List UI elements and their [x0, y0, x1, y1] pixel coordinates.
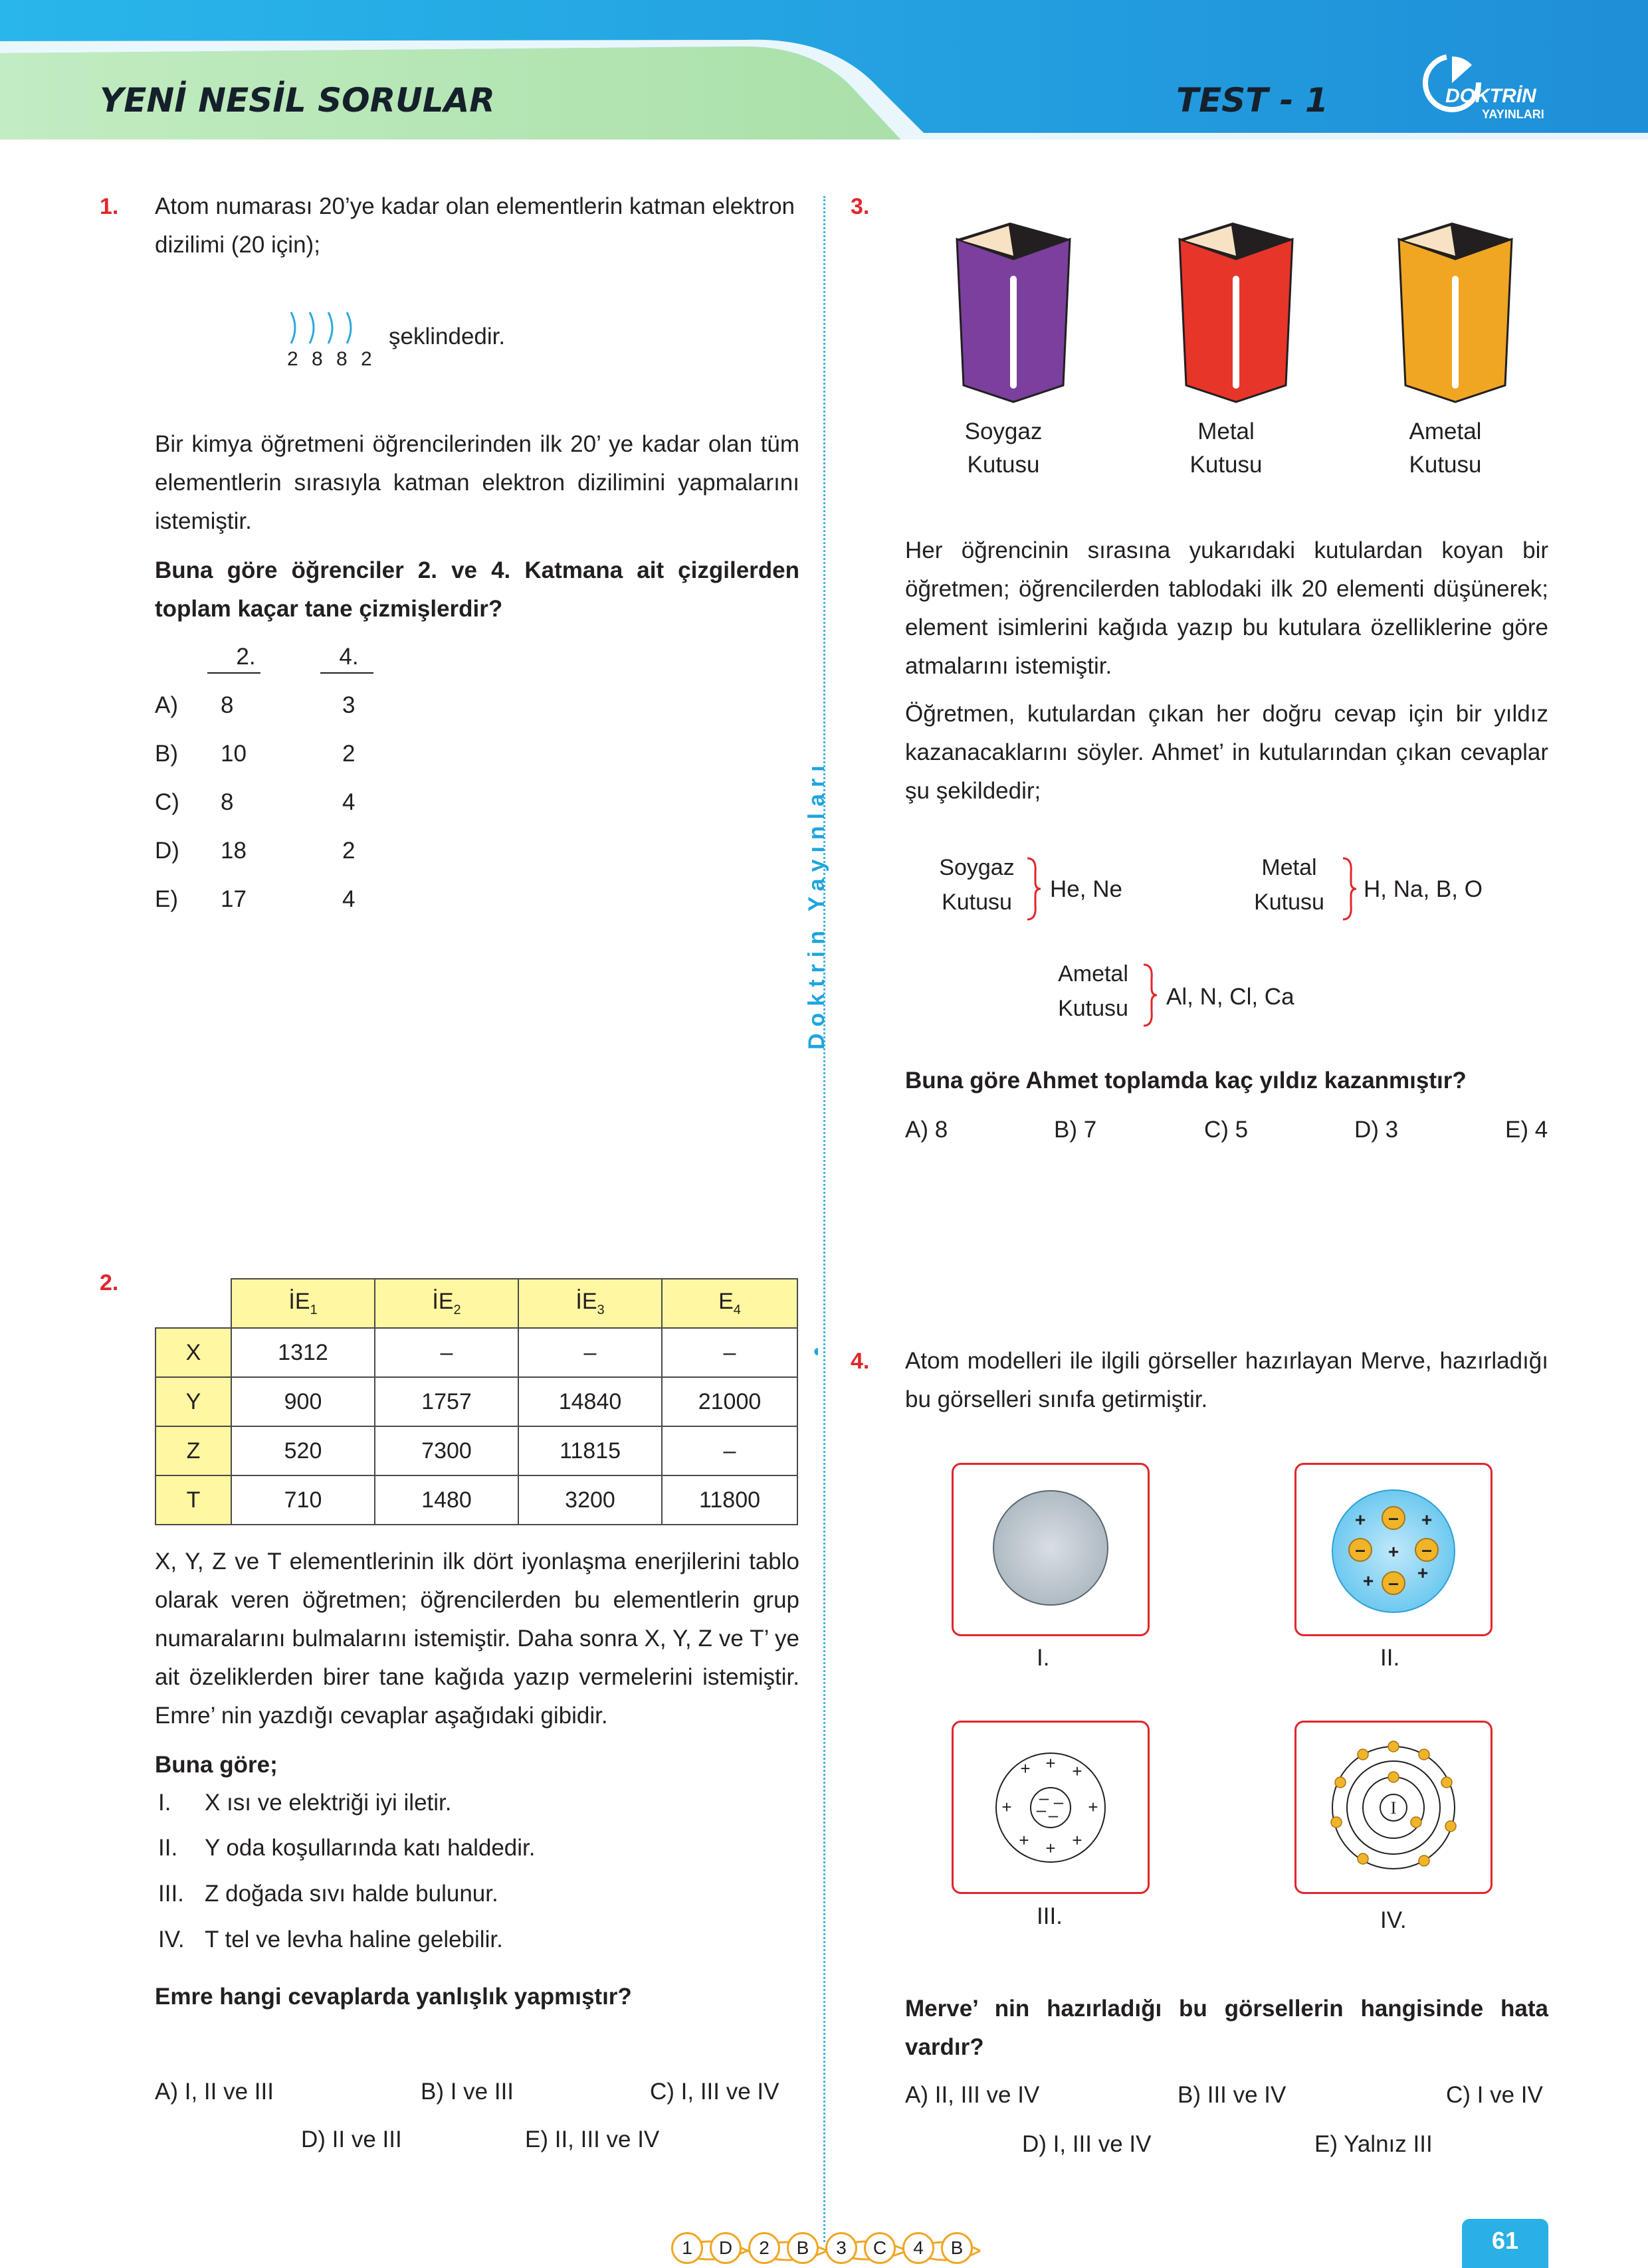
q2-number: 2. — [100, 1270, 119, 1295]
table-cell: 11815 — [518, 1426, 662, 1475]
svg-text:+: + — [1088, 1797, 1098, 1817]
table-cell: – — [662, 1426, 797, 1475]
q2-statement-4: IV. T tel ve levha haline gelebilir. — [158, 1927, 503, 1952]
answer-key-answer: B — [787, 2232, 819, 2264]
answer-key-number: 1 — [671, 2232, 703, 2264]
test-label: TEST - 1 — [1176, 81, 1328, 120]
q3-answer-items-3: Al, N, Cl, Ca — [1166, 984, 1294, 1010]
q3-answer-label-2: Metal Kutusu — [1254, 855, 1324, 915]
svg-text:+: + — [1417, 1562, 1429, 1583]
svg-text:+: + — [1045, 1753, 1056, 1773]
q3-answer-items-1: He, Ne — [1050, 876, 1122, 902]
q3-option-c[interactable]: C) 5 — [1204, 1117, 1249, 1143]
table-header-ie1: $İE_1$ — [231, 1279, 375, 1328]
brace-icon — [1023, 856, 1043, 922]
table-cell: 1757 — [375, 1377, 518, 1426]
brand-sub: YAYINLARI — [1482, 108, 1544, 121]
answer-key-answer: C — [864, 2232, 896, 2264]
svg-text:–: – — [1048, 1805, 1059, 1825]
q3-answer-label-3: Ametal Kutusu — [1058, 961, 1128, 1021]
brand-name: DOKTRİN — [1445, 85, 1536, 107]
q2-option-b[interactable]: B) I ve III — [421, 2079, 514, 2105]
q1-option-c-val2: 4 — [342, 789, 356, 815]
q3-box-label-3: Ametal Kutusu — [1409, 419, 1482, 478]
svg-text:+: + — [1045, 1838, 1056, 1858]
table-cell: 11800 — [662, 1475, 797, 1525]
q2-lead: Buna göre; — [155, 1752, 278, 1778]
q3-answer-items-2: H, Na, B, O — [1364, 876, 1483, 902]
q1-config-numbers: 2 8 8 2 — [287, 348, 376, 370]
answer-key-number: 4 — [902, 2232, 934, 2264]
q1-intro: Atom numarası 20’ye kadar olan elementlerin katman elektron dizilimi (20 için); — [155, 193, 795, 258]
table-row — [155, 1377, 797, 1426]
table-header-ie3: $İE_3$ — [518, 1279, 662, 1328]
q4-option-a[interactable]: A) II, III ve IV — [905, 2082, 1040, 2108]
table-row — [155, 1475, 797, 1525]
q2-statement-2: II. Y oda koşullarında katı haldedir. — [158, 1835, 536, 1861]
svg-text:+: + — [1020, 1758, 1031, 1778]
table-header-ie2: $İE_2$ — [375, 1279, 518, 1328]
table-row — [155, 1426, 797, 1475]
q1-option-a-label[interactable]: A) — [155, 692, 178, 718]
q1-option-a-val2: 3 — [342, 692, 356, 718]
table-cell: 14840 — [518, 1377, 662, 1426]
plum-pudding-model-icon — [1296, 1465, 1491, 1634]
q2-option-c[interactable]: C) I, III ve IV — [650, 2079, 779, 2105]
q4-option-c[interactable]: C) I ve IV — [1446, 2082, 1543, 2108]
model-frame-4 — [1294, 1721, 1493, 1894]
svg-text:–: – — [1053, 1792, 1064, 1812]
nuclear-model-wrong-icon — [954, 1723, 1148, 1892]
model-label-3: III. — [1037, 1903, 1063, 1929]
q4-option-b[interactable]: B) III ve IV — [1178, 2082, 1287, 2108]
table-cell: 3200 — [518, 1475, 662, 1525]
svg-text:–: – — [1036, 1800, 1047, 1820]
column-divider — [823, 196, 825, 2242]
q1-question: Buna göre öğrenciler 2. ve 4. Katmana ait çizgilerden toplam kaçar tane çizmişlerdir? — [155, 557, 799, 622]
row-label: X — [155, 1328, 231, 1377]
q4-question: Merve’ nin hazırladığı bu görsellerin hangisinde hata vardır? — [905, 1996, 1548, 2060]
brand-mark-icon: ◐ — [813, 1341, 823, 1361]
svg-text:–: – — [1388, 1572, 1399, 1593]
answer-key — [671, 2232, 977, 2265]
table-cell: – — [375, 1328, 518, 1377]
table-header-e4: $E_4$ — [662, 1279, 797, 1328]
header-banner — [0, 0, 1648, 149]
svg-text:+: + — [1072, 1830, 1082, 1850]
q1-col-underline-1 — [207, 672, 260, 674]
q3-answer-label-1: Soygaz Kutusu — [939, 855, 1015, 915]
solid-sphere-model-icon — [954, 1465, 1148, 1634]
q3-box-label-2: Metal Kutusu — [1189, 419, 1263, 478]
svg-text:–: – — [1039, 1788, 1049, 1808]
table-cell: – — [662, 1328, 797, 1377]
q4-body: Atom modelleri ile ilgili görseller hazırlayan Merve, hazırladığı bu görselleri sınıfa getirmiştir. — [905, 1348, 1548, 1412]
table-cell: 7300 — [375, 1426, 518, 1475]
model-label-2: II. — [1380, 1645, 1400, 1671]
model-label-4: IV. — [1380, 1907, 1407, 1933]
q1-option-d-val2: 2 — [342, 838, 356, 864]
answer-key-number: 3 — [825, 2232, 857, 2264]
svg-text:+: + — [1001, 1797, 1012, 1817]
table-cell: – — [518, 1328, 662, 1377]
q1-option-e-val2: 4 — [342, 886, 356, 912]
brace-icon — [1140, 962, 1160, 1028]
side-brand: Doktrin Yayınları — [804, 759, 829, 1050]
q1-config-suffix: şeklindedir. — [389, 324, 506, 349]
q3-box-1-icon — [957, 223, 1070, 402]
q3-option-a[interactable]: A) 8 — [905, 1117, 948, 1143]
model-label-1: I. — [1037, 1645, 1050, 1671]
q3-option-b[interactable]: B) 7 — [1054, 1117, 1097, 1143]
svg-text:+: + — [1362, 1570, 1374, 1591]
shell-arcs-icon — [284, 309, 364, 349]
table-cell: 1480 — [375, 1475, 518, 1525]
q3-option-e[interactable]: E) 4 — [1505, 1117, 1548, 1143]
q1-option-e-val1: 17 — [221, 886, 247, 912]
svg-text:–: – — [1421, 1539, 1432, 1560]
q2-option-d[interactable]: D) II ve III — [301, 2126, 402, 2152]
q1-option-b-val2: 2 — [342, 741, 356, 767]
q3-box-3-icon — [1399, 223, 1512, 402]
table-cell: 1312 — [231, 1328, 375, 1377]
q2-question: Emre hangi cevaplarda yanlışlık yapmıştır? — [155, 1984, 632, 2010]
q2-body: X, Y, Z ve T elementlerinin ilk dört iyonlaşma enerjilerini tablo olarak veren öğretmen; öğrencilerden bu elementlerin grup numaralarını bulmalarını istemiştir. Daha sonra X, Y, Z ve T’ ye ait özeliklerden birer tane kağıda yazıp vermelerini istemiştir. Emre’ nin yazdığı cevaplar aşağıdaki gibidir. — [155, 1549, 799, 1729]
table-row — [155, 1328, 797, 1377]
q4-number: 4. — [851, 1349, 870, 1374]
q2-statement-1: I. X ısı ve elektriği iyi iletir. — [158, 1790, 452, 1816]
q3-boxes-figure — [937, 219, 1528, 412]
q2-statement-3: III. Z doğada sıvı halde bulunur. — [158, 1881, 498, 1907]
q2-option-e[interactable]: E) II, III ve IV — [525, 2126, 660, 2152]
svg-text:+: + — [1072, 1761, 1082, 1781]
answer-key-answer: B — [941, 2232, 973, 2264]
row-label: Y — [155, 1377, 231, 1426]
brace-icon — [1339, 856, 1359, 922]
q2-option-a[interactable]: A) I, II ve III — [155, 2079, 274, 2105]
table-cell: 900 — [231, 1377, 375, 1426]
svg-text:+: + — [1421, 1509, 1433, 1530]
q3-number: 3. — [851, 194, 870, 219]
nucleus-label: I — [1390, 1798, 1397, 1818]
q1-option-c-val1: 8 — [221, 789, 234, 815]
q1-number: 1. — [100, 194, 119, 219]
q1-col-underline-2 — [320, 672, 373, 674]
table-cell: 21000 — [662, 1377, 797, 1426]
model-frame-3 — [952, 1721, 1150, 1894]
q3-body2: Öğretmen, kutulardan çıkan her doğru cevap için bir yıldız kazanacaklarını söyler. Ahmet’ in kutularından çıkan cevaplar şu şekildedir; — [905, 701, 1548, 804]
svg-text:–: – — [1355, 1539, 1366, 1560]
q1-col-header-2: 2. — [236, 644, 256, 670]
q4-option-e[interactable]: E) Yalnız III — [1314, 2131, 1433, 2157]
row-label: Z — [155, 1426, 231, 1475]
answer-key-answer: D — [710, 2232, 742, 2264]
row-label: T — [155, 1475, 231, 1525]
q3-box-2-icon — [1180, 223, 1292, 402]
q1-option-d-val1: 18 — [221, 838, 247, 864]
svg-text:+: + — [1388, 1541, 1399, 1562]
q3-body1: Her öğrencinin sırasına yukarıdaki kutulardan koyan bir öğretmen; öğrencilerden tablodaki ilk 20 elementi düşünerek; element isimlerini kağıda yazıp bu kutulara özelliklerine göre atmalarını istemiştir. — [905, 537, 1548, 679]
q3-box-label-1: Soygaz Kutusu — [964, 419, 1043, 478]
table-cell: 520 — [231, 1426, 375, 1475]
q2-table-wrap — [155, 1278, 798, 1525]
bohr-model-icon — [1296, 1723, 1491, 1892]
section-title: YENİ NESİL SORULAR — [100, 81, 495, 120]
q1-option-c-label[interactable]: C) — [155, 789, 179, 815]
q1-col-header-4: 4. — [339, 644, 359, 670]
q3-option-d[interactable]: D) 3 — [1354, 1117, 1399, 1143]
q1-option-b-label[interactable]: B) — [155, 741, 178, 767]
q1-option-b-val1: 10 — [221, 741, 247, 767]
answer-key-number: 2 — [748, 2232, 780, 2264]
table-cell: 710 — [231, 1475, 375, 1525]
q4-option-d[interactable]: D) I, III ve IV — [1022, 2131, 1152, 2157]
table-corner — [155, 1279, 231, 1328]
q3-question: Buna göre Ahmet toplamda kaç yıldız kazanmıştır? — [905, 1068, 1467, 1093]
q1-option-e-label[interactable]: E) — [155, 886, 178, 912]
page-number: 61 — [1491, 2227, 1519, 2254]
q1-option-d-label[interactable]: D) — [155, 838, 179, 864]
svg-text:+: + — [1354, 1509, 1366, 1530]
svg-text:–: – — [1388, 1507, 1399, 1528]
model-frame-2 — [1294, 1463, 1493, 1636]
q1-body: Bir kimya öğretmeni öğrencilerinden ilk 20’ ye kadar olan tüm elementlerin sırasıyla katman elektron dizilimini yapmalarını istemiştir. — [155, 431, 799, 534]
ionization-table — [155, 1278, 798, 1525]
q1-option-a-val1: 8 — [221, 692, 234, 718]
model-frame-1 — [952, 1463, 1150, 1636]
svg-text:+: + — [1019, 1830, 1029, 1850]
